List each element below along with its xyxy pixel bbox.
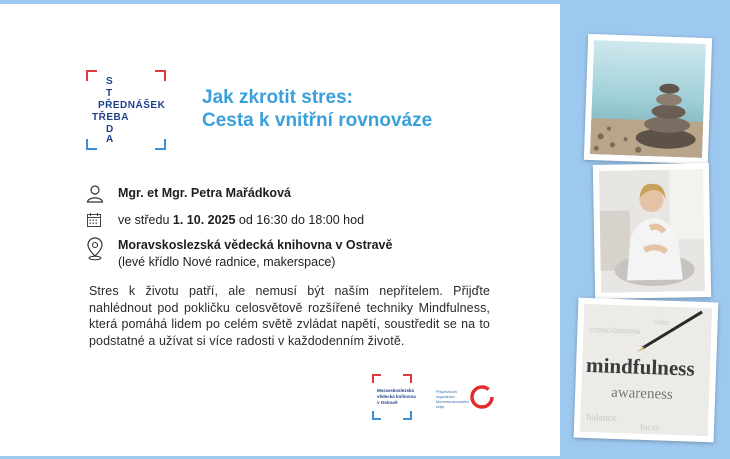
- date-row: [86, 212, 496, 229]
- title-line-1: Jak zkrotit stres:: [202, 87, 354, 108]
- logo-corner: [155, 139, 166, 150]
- stones-photo: [584, 34, 712, 164]
- logo-word: PŘEDNÁŠEK: [98, 100, 166, 111]
- stone-stack-image: [590, 40, 706, 158]
- logo-corner: [155, 70, 166, 81]
- logo-word: TŘEBA: [92, 112, 129, 123]
- location-pin-icon: [86, 237, 104, 261]
- word-mindfulness: mindfulness: [585, 352, 696, 381]
- mindfulness-words-image: [580, 304, 712, 436]
- event-description: Stres k životu patří, ale nemusí být naším nepřítelem. Přijďte nahlédnout pod pokličku celosvětově rozšířené techniky Mindfulness, která pomáhá lidem po celém světě zvládat napětí, soustředit se na to podstatné a užívat si více radosti v každodenním životě.: [89, 284, 490, 348]
- svg-text:focus: focus: [639, 421, 660, 433]
- logo-corner: [403, 411, 412, 420]
- meditation-photo: [593, 163, 711, 299]
- msk-kraj-logo: [436, 384, 496, 414]
- date-prefix: ve středu: [118, 213, 173, 227]
- logo-letter: A: [106, 134, 114, 145]
- partner-text: Přispěvková organizace Moravskoslezského kraje: [436, 390, 470, 409]
- word-awareness: awareness: [610, 384, 674, 403]
- msvk-logo: [372, 374, 416, 420]
- date-time: od 16:30 do 18:00 hod: [235, 213, 365, 227]
- logo-corner: [372, 411, 381, 420]
- library-name: Moravskoslezská vědecká knihovna v Ostravě: [377, 388, 416, 405]
- logo-corner: [403, 374, 412, 383]
- svg-text:balance: balance: [586, 411, 618, 425]
- logo-letter: T: [106, 88, 113, 99]
- event-info: [86, 185, 496, 279]
- event-title: [202, 86, 432, 132]
- svg-text:consciousness: consciousness: [589, 324, 641, 336]
- speaker-name: Mgr. et Mgr. Petra Mařádková: [118, 186, 291, 200]
- logo-letter: S: [106, 76, 114, 87]
- logo-letter: D: [106, 124, 114, 135]
- venue-name: Moravskoslezská vědecká knihovna v Ostravě: [118, 238, 393, 252]
- venue-detail: (levé křídlo Nové radnice, makerspace): [118, 255, 336, 269]
- title-line-2: Cesta k vnitřní rovnováze: [202, 110, 433, 131]
- calendar-icon: [86, 212, 102, 228]
- venue-row: [86, 237, 496, 271]
- event-date: 1. 10. 2025: [172, 213, 236, 227]
- woman-breathing-image: [599, 169, 705, 293]
- streda-prednasek-logo: [86, 70, 166, 150]
- event-card: [0, 4, 560, 456]
- logo-corner: [86, 70, 97, 81]
- mindfulness-photo: [574, 298, 719, 443]
- person-icon: [86, 185, 104, 203]
- logo-corner: [86, 139, 97, 150]
- svg-text:calm: calm: [653, 317, 670, 327]
- region-circle-logo: [469, 384, 495, 410]
- logo-corner: [372, 374, 381, 383]
- speaker-row: [86, 185, 496, 202]
